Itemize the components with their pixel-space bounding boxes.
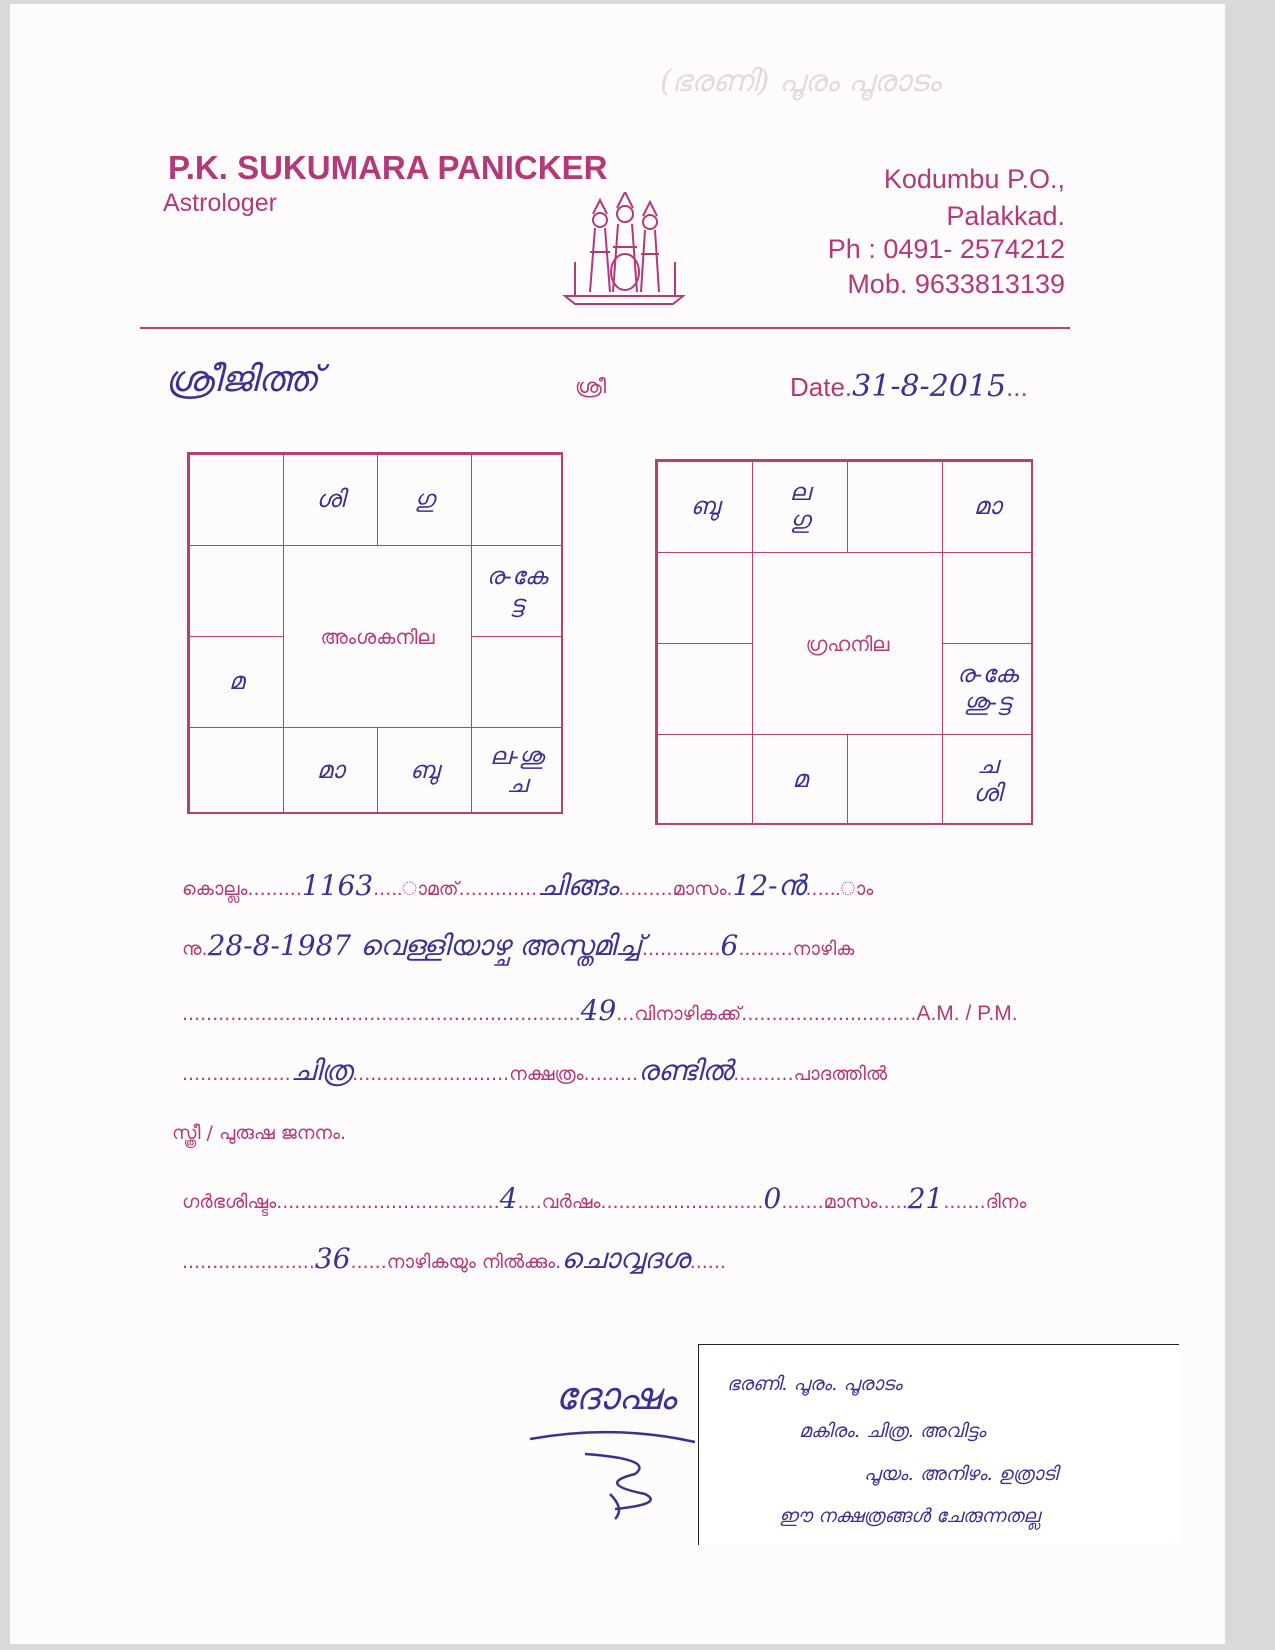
dasa-value: ചൊവ്വദശ: [561, 1242, 690, 1275]
graha-cell: ബു: [657, 461, 753, 553]
graha-cell: [847, 461, 943, 553]
garbha-label: ഗർഭശിഷ്ടം: [182, 1191, 277, 1213]
dosham-word: ദോഷം: [555, 1374, 676, 1418]
amsaka-cell: ശി: [283, 454, 378, 546]
amsaka-cell: [189, 727, 284, 814]
birth-line: 28-8-1987 വെള്ളിയാഴ്ച അസ്തമിച്ച്: [207, 929, 642, 962]
nakshatram-row: ..................ചിത്ര..........................നക്ഷത്രം.........രണ്ടിൽ..........പാദത്തിൽ: [182, 1054, 888, 1087]
graha-cell: [942, 552, 1033, 644]
graha-cell: മാ: [942, 461, 1033, 553]
dinam-label: ദിനം: [985, 1191, 1027, 1213]
note-line: ഈ നക്ഷത്രങ്ങൾ ചേരുന്നതല്ല: [779, 1505, 1040, 1527]
vinaazhika-row: ..................................................................49...വിനാഴികക്ക്.............................A.M. / P.M.: [182, 994, 1018, 1027]
amsaka-cell: മ: [189, 636, 284, 728]
gender-row: സ്ത്രീ / പുരുഷ ജനനം.: [172, 1122, 347, 1144]
varsham-label: വർഷം: [541, 1191, 601, 1213]
address-line1: Kodumbu P.O.,: [883, 164, 1065, 194]
amsaka-cell: ഗു: [377, 454, 472, 546]
amsaka-cell: മാ: [283, 727, 378, 814]
amsaka-title: അംശകനില: [320, 624, 435, 649]
astrologer-name: P.K. SUKUMARA PANICKER: [168, 149, 608, 186]
address-line2: Palakkad.: [946, 201, 1065, 231]
am-pm-label: A.M. / P.M.: [916, 1002, 1018, 1025]
date-field: Date.31-8-2015...: [790, 369, 1028, 404]
graha-cell: [657, 643, 753, 735]
kollam-row: കൊല്ലം.........1163.....ാമത്.............ചിങ്ങം.........മാസം.12-ൻ......: [182, 869, 874, 902]
vinaazhika-label: വിനാഴികക്ക്: [634, 1003, 742, 1025]
graha-cell: [847, 734, 943, 825]
header-divider: [140, 327, 1070, 329]
month-name: ചിങ്ങം: [537, 869, 619, 902]
dinam-value: 21: [907, 1182, 944, 1215]
note-line: പൂയം. അനിഴം. ഉത്രാടി: [864, 1463, 1058, 1485]
amsaka-chart: [187, 452, 563, 814]
amsaka-cell: ല-ശു ച: [471, 727, 563, 814]
graha-cell: മ: [752, 734, 848, 825]
paadam-label: പാദത്തിൽ: [793, 1063, 888, 1085]
phone-number: Ph : 0491- 2574212: [827, 234, 1065, 264]
amsaka-cell: [471, 454, 563, 546]
note-line: ഭരണി. പൂരം. പൂരാടം: [727, 1373, 902, 1395]
graha-cell: ച ശി: [942, 734, 1033, 825]
nakshatram-value: ചിത്ര: [290, 1054, 353, 1087]
note-line: മകിരം. ചിത്ര. അവിട്ടം: [799, 1420, 986, 1442]
amsaka-cell: [189, 545, 284, 637]
maasam2-label: മാസം: [823, 1191, 878, 1213]
graha-title: ഗ്രഹനില: [805, 631, 890, 656]
varsham-value: 4: [499, 1182, 518, 1215]
signature-scribble-icon: [525, 1414, 705, 1524]
graha-cell: [657, 734, 753, 825]
graha-chart: [655, 459, 1033, 825]
amsaka-cell: [189, 454, 284, 546]
deity-emblem-icon: [555, 192, 690, 312]
kollam-value: 1163: [301, 869, 374, 902]
date-value: 31-8-2015: [852, 369, 1007, 404]
amsaka-cell: ബു: [377, 727, 472, 814]
maasam2-value: 0: [763, 1182, 782, 1215]
horoscope-sheet: [10, 4, 1225, 1644]
naazhika-value: 6: [720, 929, 739, 962]
paadam-value: രണ്ടിൽ: [637, 1054, 734, 1087]
garbha-row: ഗർഭശിഷ്ടം.....................................4....വർഷം...........................0.......മാസം.....21.......ദിനം: [182, 1182, 1027, 1215]
graha-cell: ര-കേ ശു-ട്ട: [942, 643, 1033, 735]
nil-label: നാഴികയും നിൽക്കും.: [386, 1251, 562, 1273]
amsaka-cell: ര-കേ ട്ട: [471, 545, 563, 637]
naazhika-label: നാഴിക: [792, 938, 855, 960]
nil-row: ......................36......നാഴികയും നിൽക്കും.ചൊവ്വദശ......: [182, 1242, 726, 1275]
maasam-label: മാസം: [672, 878, 727, 900]
amsaka-cell: [471, 636, 563, 728]
astrologer-title: Astrologer: [163, 189, 277, 217]
date-label: Date: [790, 372, 845, 402]
person-name: ശ്രീജിത്ത്: [165, 359, 319, 400]
show-through-text: (ഭരണി) പൂരം പൂരാടം: [660, 64, 941, 99]
vinaazhika-value: 49: [580, 994, 617, 1027]
birth-row: നു.28-8-1987 വെള്ളിയാഴ്ച അസ്തമിച്ച്.............6.........നാഴിക: [182, 929, 855, 962]
kollam-label: കൊല്ലം: [182, 878, 248, 900]
graha-cell: [657, 552, 753, 644]
aamath-label: ാമത്: [426, 878, 459, 900]
graha-cell: ല ഗു: [752, 461, 848, 553]
mobile-number: Mob. 9633813139: [847, 269, 1065, 299]
sri-invocation: ശ്രീ: [575, 374, 607, 398]
maasam-value: 12-ൻ: [732, 869, 806, 902]
incompatible-stars-note: [698, 1344, 1179, 1545]
nu-label: നു.: [182, 938, 208, 960]
nil-value: 36: [314, 1242, 351, 1275]
nakshatram-label: നക്ഷത്രം: [509, 1063, 584, 1085]
